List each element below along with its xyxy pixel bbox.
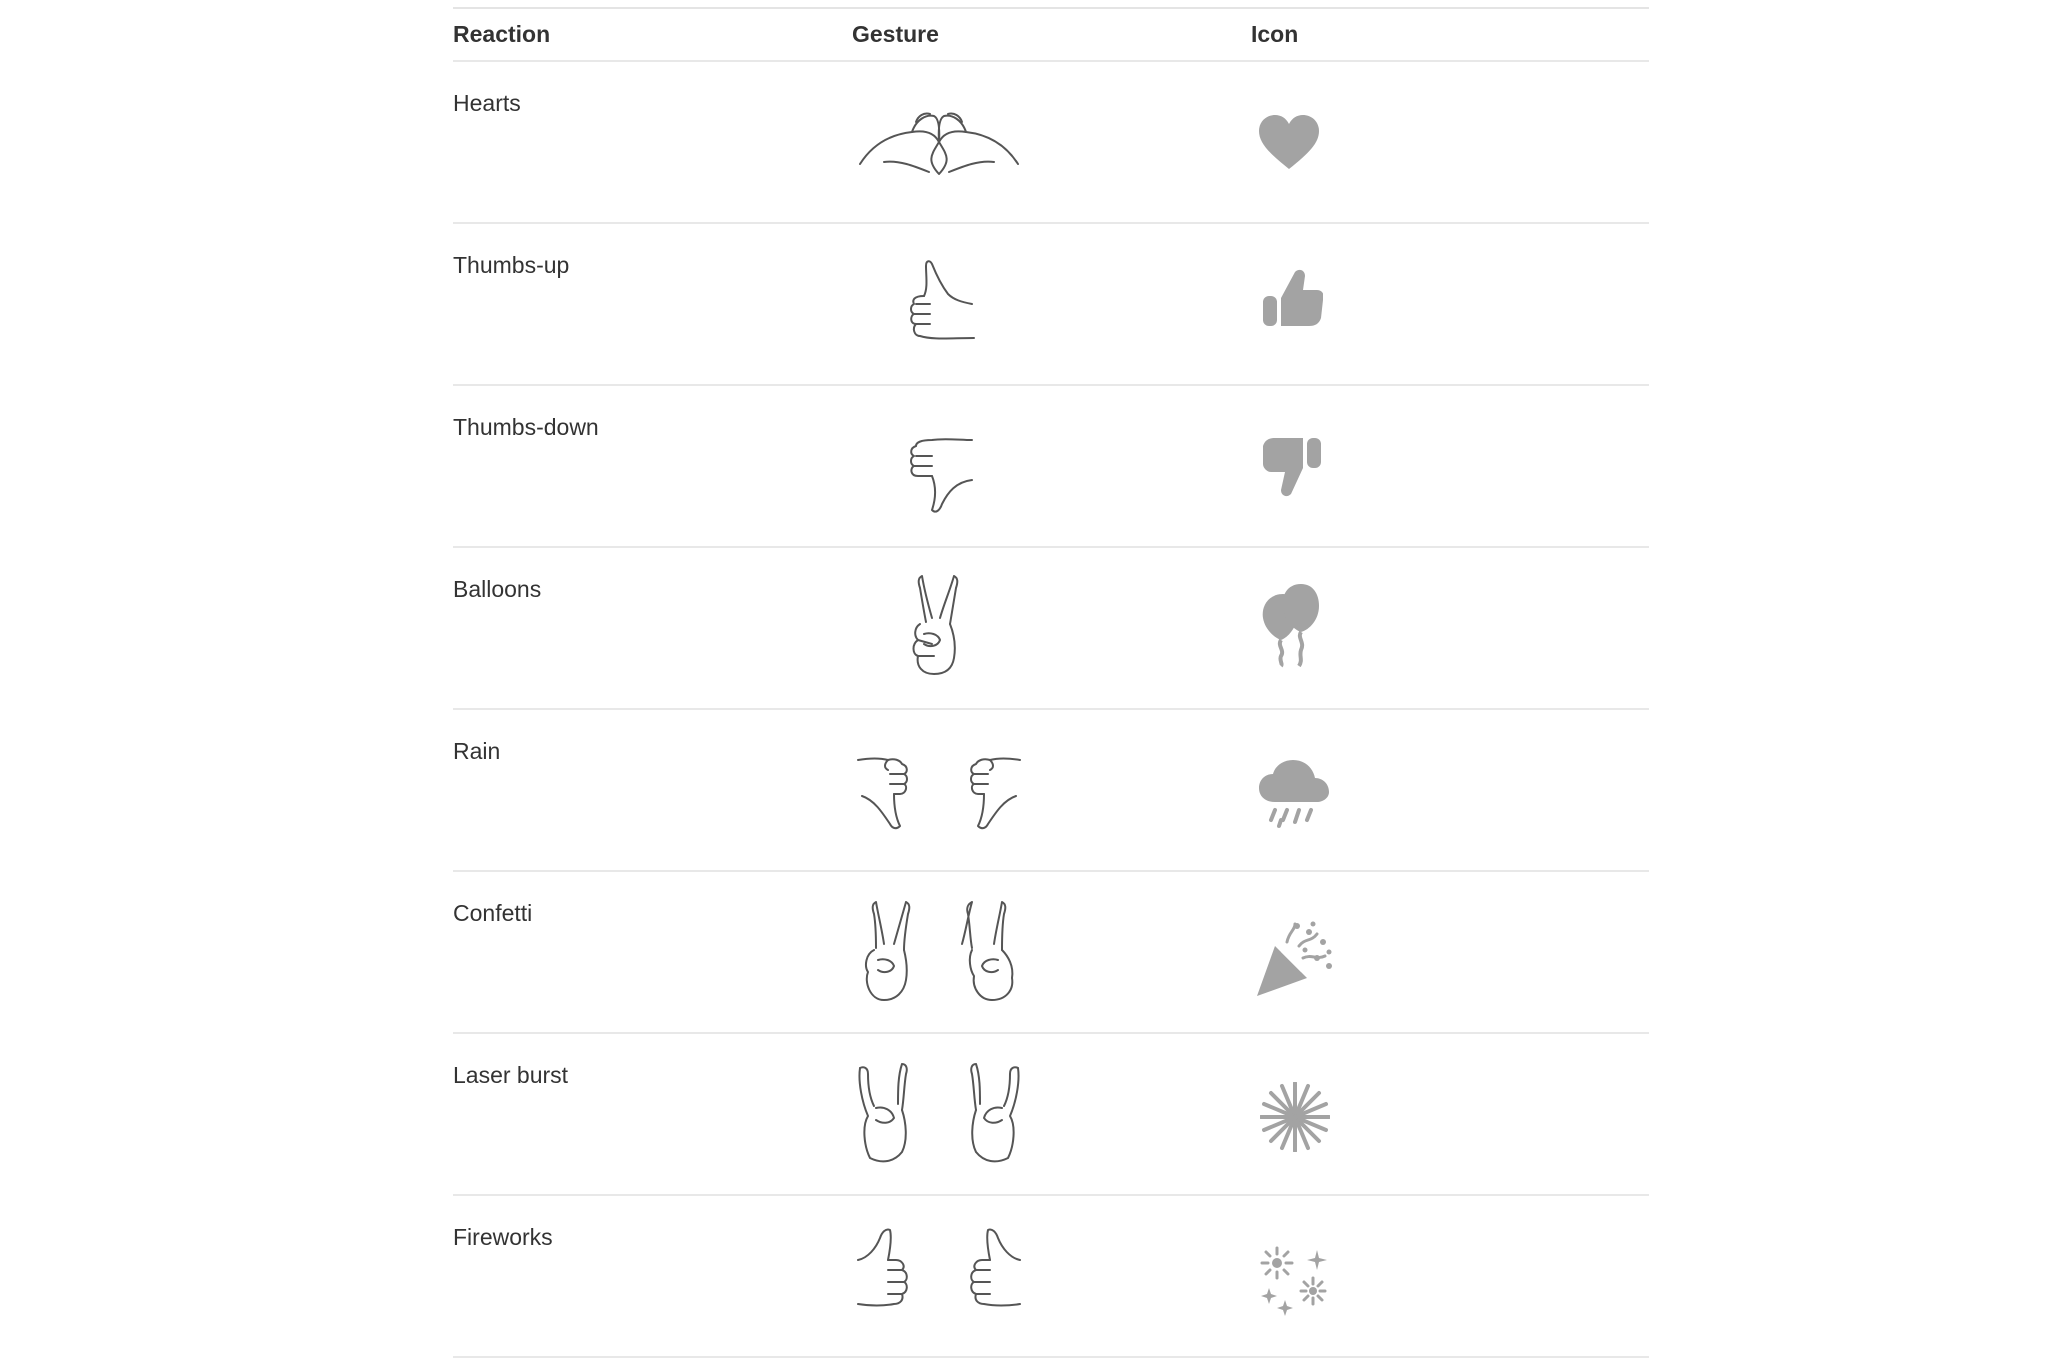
thumbs-up-icon bbox=[1251, 224, 1649, 384]
table-row bbox=[453, 1034, 1649, 1196]
thumbs-down-icon bbox=[1251, 386, 1649, 546]
table-header bbox=[453, 9, 1649, 62]
reaction-label: Rain bbox=[453, 738, 501, 764]
fireworks-icon bbox=[1251, 1196, 1649, 1356]
thumbs-up-gesture bbox=[852, 224, 1251, 384]
starburst-icon bbox=[1251, 1034, 1649, 1194]
table-row bbox=[453, 872, 1649, 1034]
reaction-label: Confetti bbox=[453, 900, 533, 926]
reaction-label: Balloons bbox=[453, 576, 542, 602]
two-thumbs-up-gesture bbox=[852, 1196, 1251, 1356]
thumbs-down-gesture bbox=[852, 386, 1251, 546]
balloons-icon bbox=[1251, 548, 1649, 708]
reaction-label: Hearts bbox=[453, 90, 521, 116]
two-thumbs-down-gesture bbox=[852, 710, 1251, 870]
heart-icon bbox=[1251, 62, 1649, 222]
heart-hands-gesture bbox=[852, 62, 1251, 222]
two-peace-signs-gesture bbox=[852, 872, 1251, 1032]
header-gesture: Gesture bbox=[852, 21, 939, 47]
reaction-label: Thumbs-up bbox=[453, 252, 570, 278]
reaction-label: Thumbs-down bbox=[453, 414, 599, 440]
reaction-label: Fireworks bbox=[453, 1224, 553, 1250]
table-row bbox=[453, 224, 1649, 386]
header-reaction: Reaction bbox=[453, 21, 551, 47]
two-rock-on-gesture bbox=[852, 1034, 1251, 1194]
party-popper-icon bbox=[1251, 872, 1649, 1032]
reaction-label: Laser burst bbox=[453, 1062, 569, 1088]
table-row bbox=[453, 386, 1649, 548]
header-icon: Icon bbox=[1251, 21, 1299, 47]
rain-cloud-icon bbox=[1251, 710, 1649, 870]
table-row bbox=[453, 62, 1649, 224]
reactions-table bbox=[453, 7, 1649, 1358]
table-row bbox=[453, 1196, 1649, 1358]
peace-sign-gesture bbox=[852, 548, 1251, 708]
table-row bbox=[453, 710, 1649, 872]
table-row bbox=[453, 548, 1649, 710]
